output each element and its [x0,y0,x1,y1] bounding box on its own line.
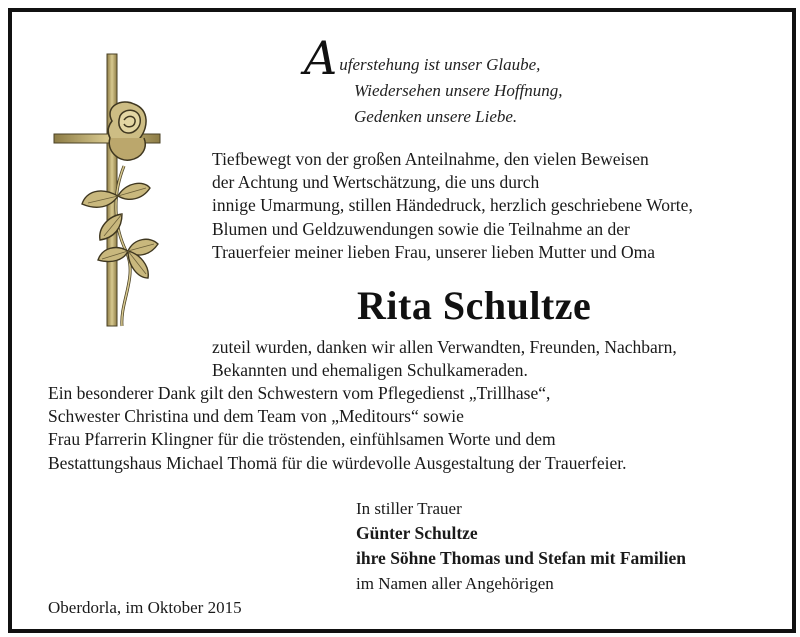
thanks-intro-line: Tiefbewegt von der großen Anteilnahme, den vielen Beweisen [212,149,649,169]
special-thanks-line: Frau Pfarrerin Klingner für die tröstenden, einfühlsamen Worte und dem [48,429,556,450]
signature-intro: In stiller Trauer [356,499,462,518]
special-thanks-line: Schwester Christina und dem Team von „Meditours“ sowie [48,406,464,427]
signature-block [356,496,686,596]
signature-name-2: ihre Söhne Thomas und Stefan mit Familien [356,548,686,568]
thanks-intro-line: der Achtung und Wertschätzung, die uns durch [212,172,540,193]
motto-line-1: uferstehung ist unser Glaube, [339,55,541,74]
thanks-continued-line: Bekannten und ehemaligen Schulkameraden. [212,360,528,381]
special-thanks-line: Ein besonderer Dank gilt den Schwestern vom Pflegedienst „Trillhase“, [48,383,551,403]
place-date: Oberdorla, im Oktober 2015 [48,598,242,617]
thanks-intro-line: Trauerfeier meiner lieben Frau, unserer lieben Mutter und Oma [212,241,656,262]
deceased-name: Rita Schultze [357,283,592,328]
motto [304,31,563,130]
signature-closing: im Namen aller Angehörigen [356,574,554,593]
thanks-continued [212,336,792,382]
thanks-intro-line: innige Umarmung, stillen Händedruck, herzlich geschriebene Worte, [212,195,693,216]
motto-line-2: Wiedersehen unsere Hoffnung, [354,81,563,100]
thanks-continued-line: zuteil wurden, danken wir allen Verwandten, Freunden, Nachbarn, [212,337,677,357]
motto-initial: A [304,31,338,85]
obituary-frame [8,8,796,633]
signature-name-1: Günter Schultze [356,523,478,543]
thanks-intro [212,148,792,264]
special-thanks [48,382,788,475]
motto-line-3: Gedenken unsere Liebe. [354,107,518,126]
cross-with-rose-icon [52,46,162,336]
thanks-intro-line: Blumen und Geldzuwendungen sowie die Teilnahme an der [212,218,630,239]
special-thanks-line: Bestattungshaus Michael Thomä für die würdevolle Ausgestaltung der Trauerfeier. [48,452,627,473]
